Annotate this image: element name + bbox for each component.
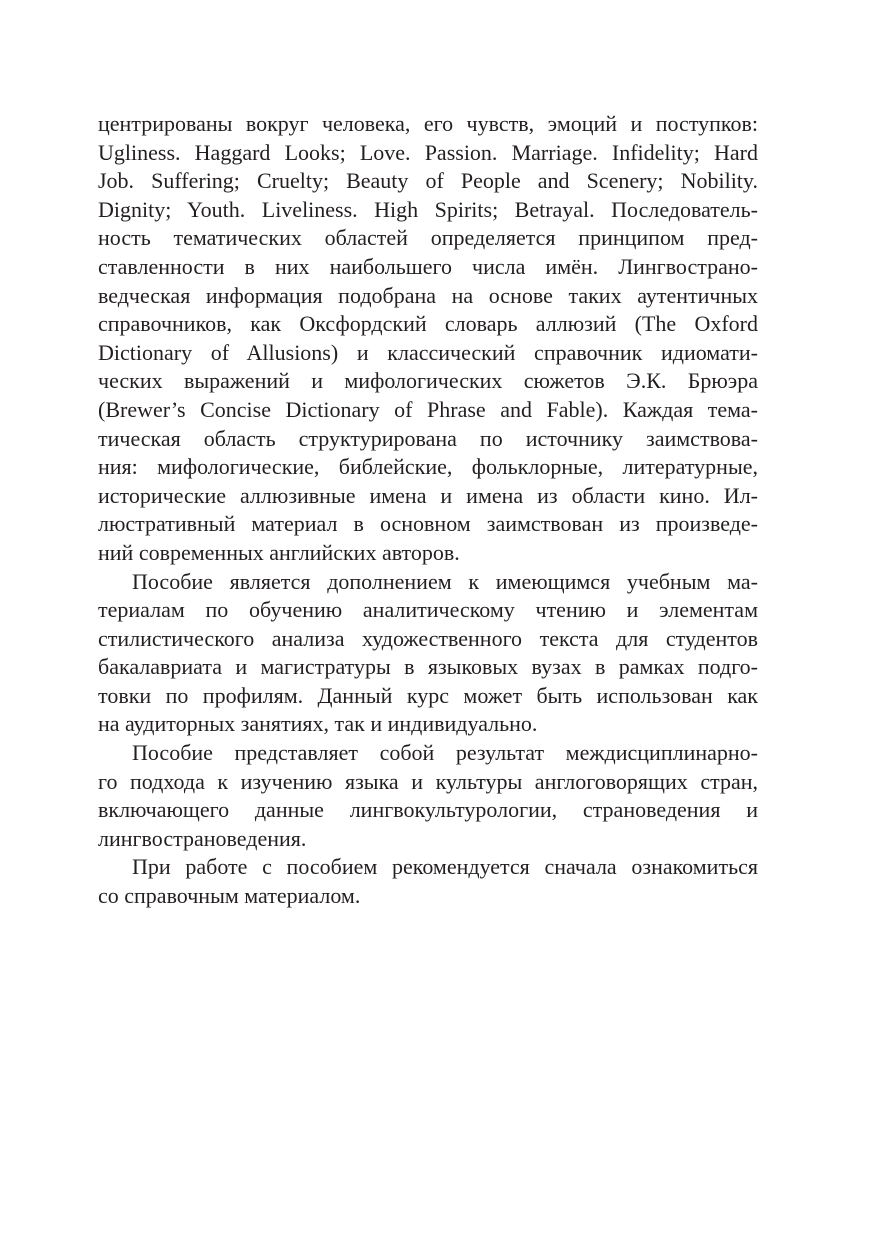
text-line: ставленности в них наибольшего числа имён. Лингвострано- bbox=[98, 253, 758, 279]
text-line: тическая область структурирована по источнику заимствова- bbox=[98, 425, 758, 451]
text-line: териалам по обучению аналитическому чтению и элементам bbox=[98, 597, 758, 623]
body-text bbox=[98, 110, 758, 911]
text-line: бакалавриата и магистратуры в языковых вузах в рамках подго- bbox=[98, 654, 758, 680]
paragraph-approach bbox=[98, 739, 758, 853]
paragraph-topics bbox=[98, 110, 758, 568]
text-line: справочников, как Оксфордский словарь аллюзий (The Oxford bbox=[98, 311, 758, 337]
text-line: включающего данные лингвокультурологии, страноведения и bbox=[98, 797, 758, 823]
text-line: лингвострановедения. bbox=[98, 825, 307, 851]
text-line: го подхода к изучению языка и культуры англоговорящих стран, bbox=[98, 768, 758, 794]
text-line: Dignity; Youth. Liveliness. High Spirits; Betrayal. Последователь- bbox=[98, 196, 758, 222]
text-line: ческих выражений и мифологических сюжетов Э.К. Брюэра bbox=[98, 368, 758, 394]
text-line: Пособие представляет собой результат междисциплинарно- bbox=[132, 740, 758, 766]
text-line: Пособие является дополнением к имеющимся учебным ма- bbox=[132, 568, 758, 594]
text-line: При работе с пособием рекомендуется сначала ознакомиться bbox=[132, 854, 758, 880]
text-line: Job. Suffering; Cruelty; Beauty of People and Scenery; Nobility. bbox=[98, 168, 758, 194]
text-line: ния: мифологические, библейские, фольклорные, литературные, bbox=[98, 454, 758, 480]
text-line: товки по профилям. Данный курс может быть использован как bbox=[98, 682, 758, 708]
text-line: на аудиторных занятиях, так и индивидуально. bbox=[98, 711, 538, 737]
text-line: со справочным материалом. bbox=[98, 883, 361, 909]
paragraph-supplement bbox=[98, 568, 758, 740]
text-line: Ugliness. Haggard Looks; Love. Passion. Marriage. Infidelity; Hard bbox=[98, 139, 758, 165]
text-line: (Brewer’s Concise Dictionary of Phrase and Fable). Каждая тема- bbox=[98, 396, 758, 422]
text-line: Dictionary of Allusions) и классический справочник идиомати- bbox=[98, 339, 758, 365]
text-line: ведческая информация подобрана на основе таких аутентичных bbox=[98, 282, 758, 308]
text-line: исторические аллюзивные имена и имена из области кино. Ил- bbox=[98, 482, 758, 508]
text-line: ность тематических областей определяется принципом пред- bbox=[98, 225, 758, 251]
text-line: стилистического анализа художественного текста для студентов bbox=[98, 625, 758, 651]
text-line: центрированы вокруг человека, его чувств, эмоций и поступков: bbox=[98, 111, 758, 136]
text-line: люстративный материал в основном заимствован из произведе- bbox=[98, 511, 758, 537]
paragraph-recommendation bbox=[98, 853, 758, 910]
text-line: ний современных английских авторов. bbox=[98, 539, 460, 565]
